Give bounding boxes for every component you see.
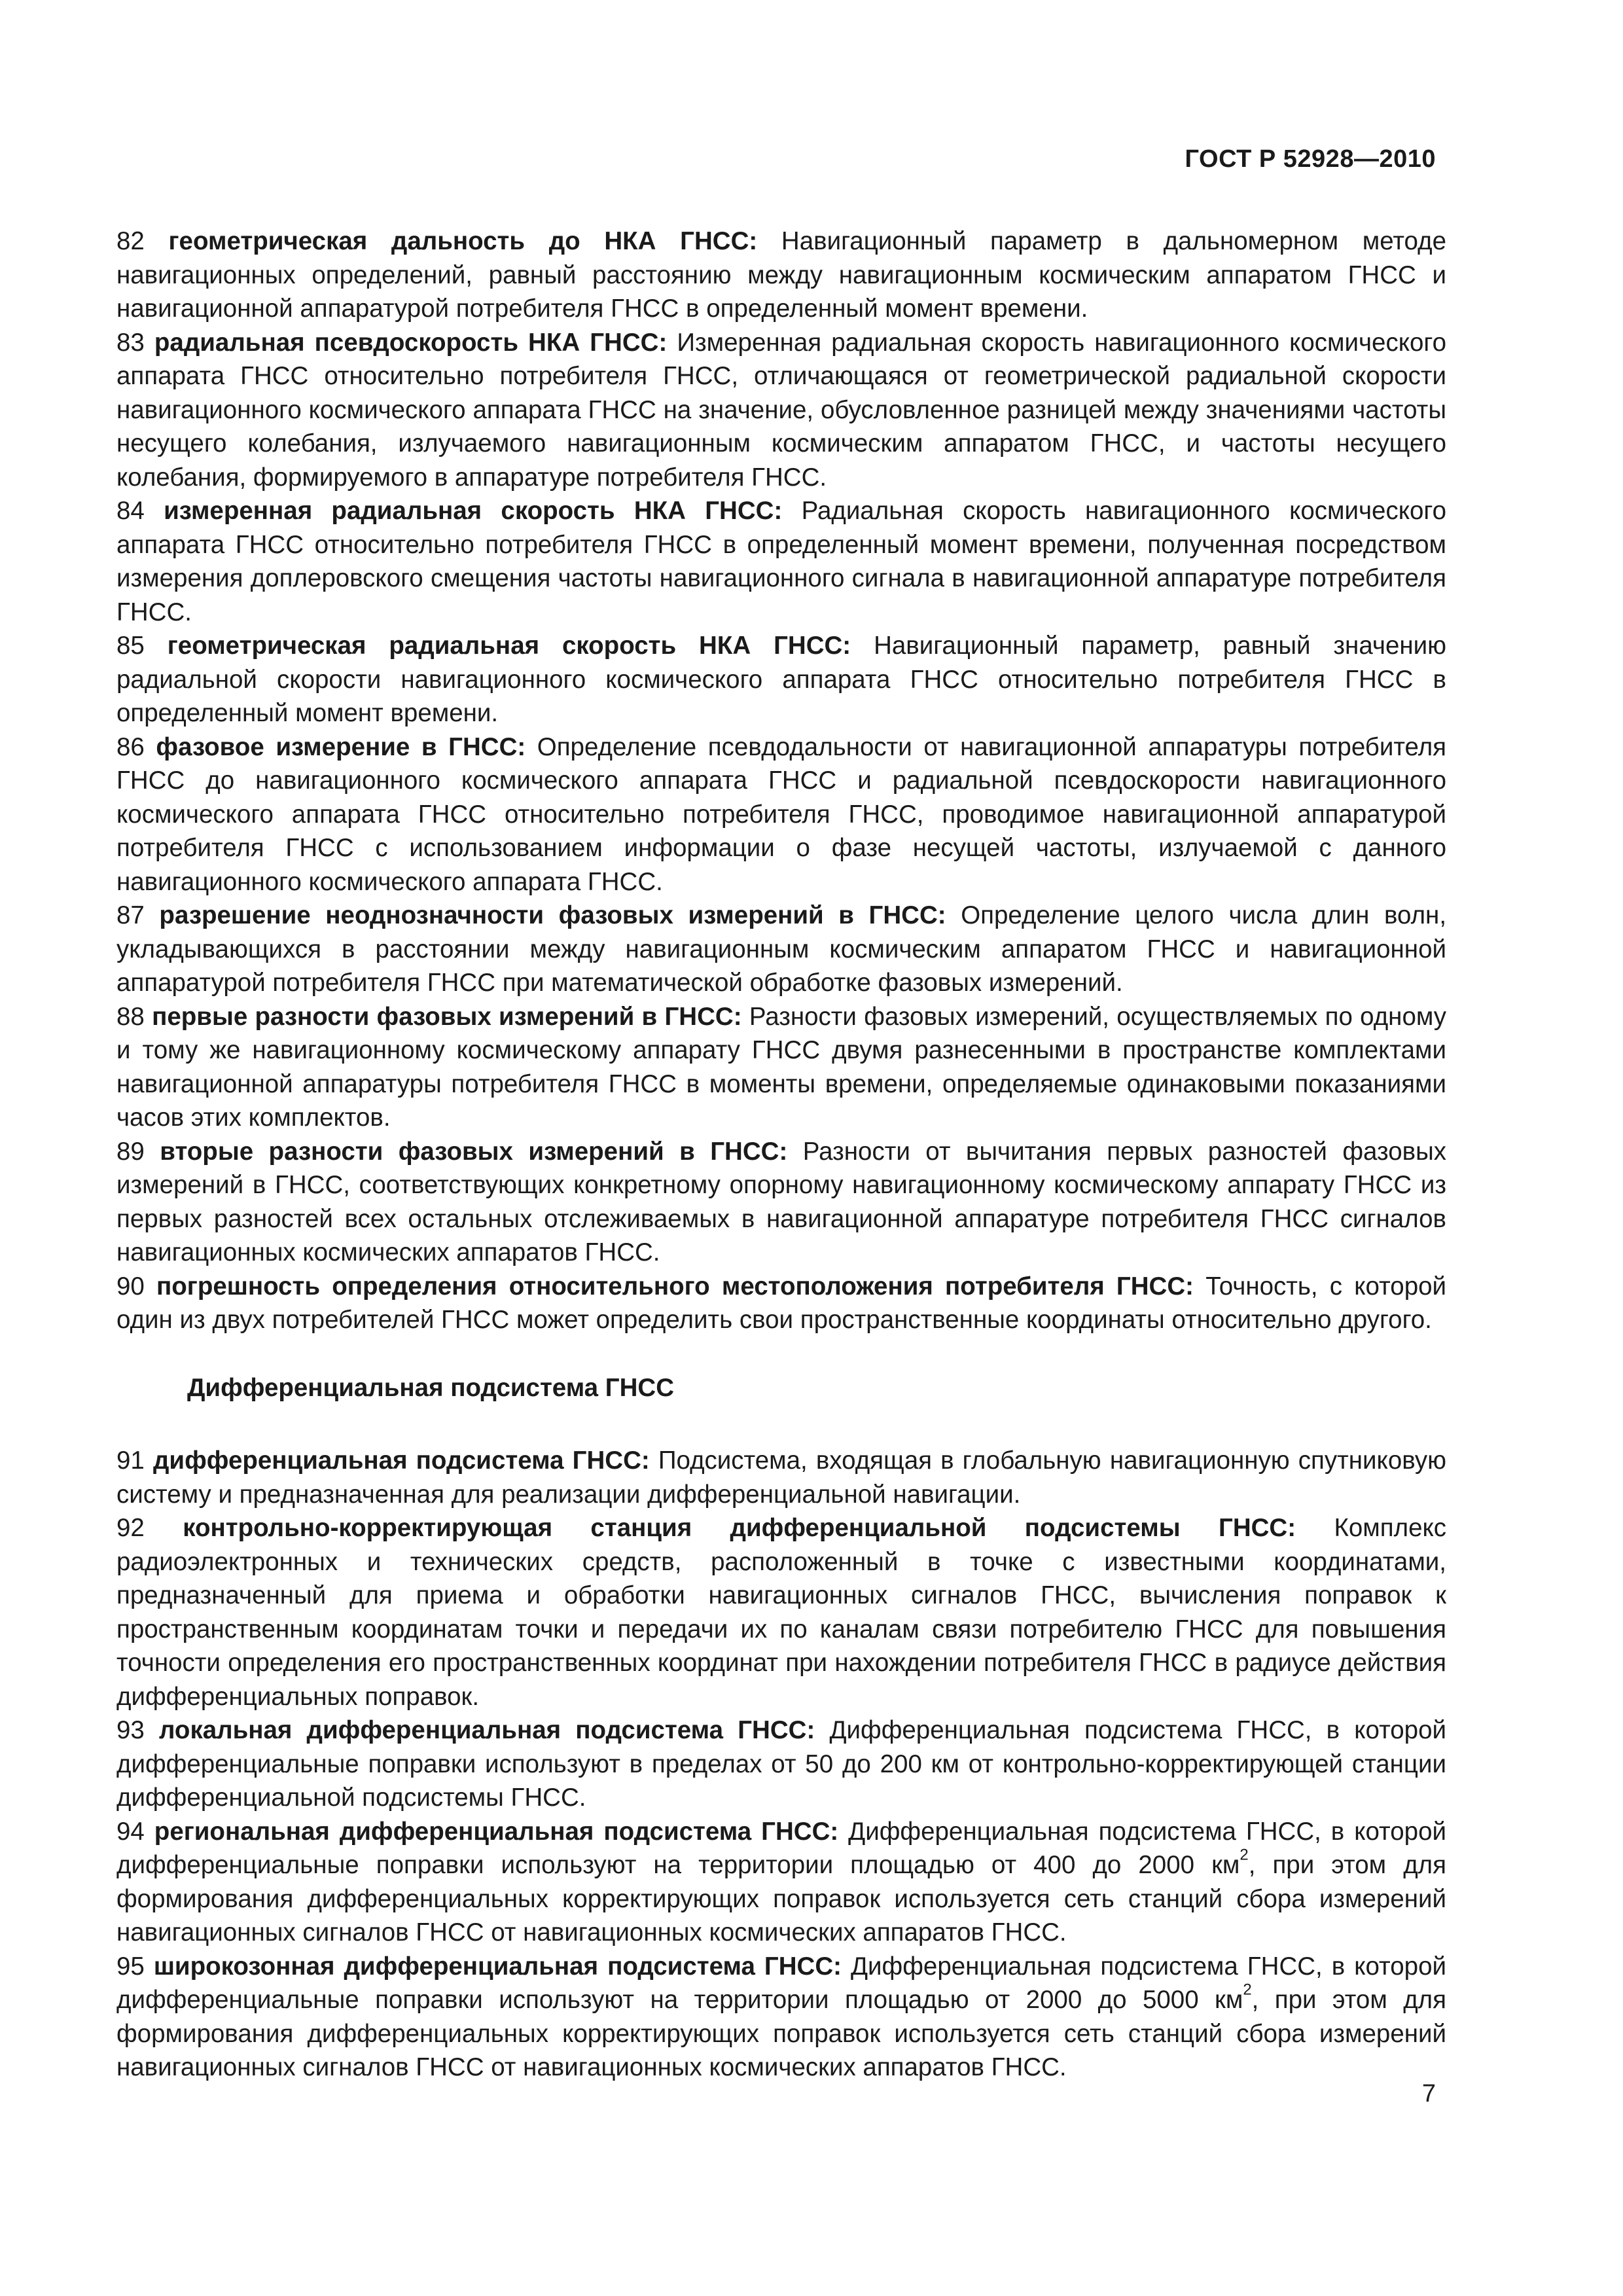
term-definition: Комплекс радиоэлектронных и технических средств, расположенный в точке с известными координатами, предназначенный для приема и обработки навигационных сигналов ГНСС, вычисления поправок к пространственным координатам точки и передачи их по каналам связи потребителю ГНСС для повышения точности определения его пространственных координат при нахождении потребителя ГНСС в радиусе действия дифференциальных поправок. xyxy=(116,1514,1447,1711)
term-definition: Дифференциальная подсистема ГНСС, в которой дифференциальные поправки используют в пределах от 50 до 200 км от контрольно-корректирующей станции дифференциальной подсистемы ГНСС. xyxy=(116,1716,1447,1812)
entry-number: 93 xyxy=(116,1716,145,1744)
term-definition: Радиальная скорость навигационного космического аппарата ГНСС относительно потребителя ГНСС в определенный момент времени, полученная посредством измерения доплеровского смещения частоты навигационного сигнала в навигационной аппаратуре потребителя ГНСС. xyxy=(116,497,1447,626)
term-definition: Определение целого числа длин волн, укладывающихся в расстоянии между навигационным космическим аппаратом ГНСС и навигационной аппаратурой потребителя ГНСС при математической обработке фазовых измерений. xyxy=(116,901,1447,997)
definition-text: , при этом для формирования дифференциальных корректирующих поправок используется сеть станций сбора измерений навигационных сигналов ГНСС от навигационных космических аппаратов ГНСС. xyxy=(116,1851,1446,1946)
superscript: 2 xyxy=(1240,1846,1249,1864)
term-name: фазовое измерение в ГНСС: xyxy=(156,732,526,761)
term-entry-95 xyxy=(116,1950,1446,2085)
document-body xyxy=(116,224,1446,2085)
term-name: локальная дифференциальная подсистема ГНСС: xyxy=(158,1716,815,1744)
term-entry-92 xyxy=(116,1511,1446,1713)
term-definition: Разности фазовых измерений, осуществляемых по одному и тому же навигационному космическому аппарату ГНСС двумя разнесенными в пространстве комплектами навигационной аппаратуры потребителя ГНСС в моменты времени, определяемые одинаковыми показаниями часов этих комплектов. xyxy=(116,1002,1447,1132)
definition-text: , при этом для формирования дифференциальных корректирующих поправок используется сеть станций сбора измерений навигационных сигналов ГНСС от навигационных космических аппаратов ГНСС. xyxy=(116,1986,1446,2081)
definition-text: Дифференциальная подсистема ГНСС, в которой дифференциальные поправки используют на территории площадью от 400 до 2000 км xyxy=(116,1817,1447,1879)
page-number: 7 xyxy=(1421,2080,1436,2108)
entry-number: 83 xyxy=(116,328,145,357)
term-definition: Измеренная радиальная скорость навигационного космического аппарата ГНСС относительно потребителя ГНСС, отличающаяся от геометрической радиальной скорости навигационного космического аппарата ГНСС на значение, обусловленное разницей между значениями частоты несущего колебания, излучаемого навигационным космическим аппаратом ГНСС, и частоты несущего колебания, формируемого в аппаратуре потребителя ГНСС. xyxy=(116,328,1446,492)
definition-text: Дифференциальная подсистема ГНСС, в которой дифференциальные поправки используют на территории площадью от 2000 до 5000 км xyxy=(116,1952,1446,2014)
term-name: геометрическая радиальная скорость НКА ГНСС: xyxy=(167,632,851,660)
entry-number: 90 xyxy=(116,1272,145,1300)
term-definition: Точность, с которой один из двух потребителей ГНСС может определить свои пространственные координаты относительно другого. xyxy=(116,1272,1447,1334)
superscript: 2 xyxy=(1243,1981,1252,1999)
section-heading: Дифференциальная подсистема ГНСС xyxy=(187,1373,675,1402)
term-definition: Определение псевдодальности от навигационной аппаратуры потребителя ГНСС до навигационного космического аппарата ГНСС и радиальной псевдоскорости навигационного космического аппарата ГНСС относительно потребителя ГНСС, проводимое навигационной аппаратурой потребителя ГНСС с использованием информации о фазе несущей частоты, излучаемой с данного навигационного космического аппарата ГНСС. xyxy=(116,732,1447,896)
entry-number: 92 xyxy=(116,1514,145,1542)
term-name: региональная дифференциальная подсистема ГНСС: xyxy=(154,1817,839,1846)
entry-number: 86 xyxy=(116,732,145,761)
entry-number: 91 xyxy=(116,1446,145,1475)
term-definition: Навигационный параметр, равный значению радиальной скорости навигационного космического аппарата ГНСС относительно потребителя ГНСС в определенный момент времени. xyxy=(116,632,1447,727)
term-entry-88 xyxy=(116,1000,1446,1135)
term-name: контрольно-корректирующая станция дифференциальной подсистемы ГНСС: xyxy=(183,1514,1296,1542)
term-definition: Разности от вычитания первых разностей фазовых измерений в ГНСС, соответствующих конкретному опорному навигационному космическому аппарату ГНСС из первых разностей всех остальных отслеживаемых в навигационной аппаратуре потребителя ГНСС сигналов навигационных космических аппаратов ГНСС. xyxy=(116,1137,1446,1266)
term-entry-82 xyxy=(116,224,1446,326)
page-header: ГОСТ Р 52928—2010 xyxy=(1185,145,1436,173)
term-entry-93 xyxy=(116,1713,1446,1815)
entry-number: 89 xyxy=(116,1137,145,1166)
term-name: широкозонная дифференциальная подсистема ГНСС: xyxy=(153,1952,842,1981)
term-definition: Навигационный параметр в дальномерном методе навигационных определений, равный расстоянию между навигационным космическим аппаратом ГНСС и навигационной аппаратурой потребителя ГНСС в определенный момент времени. xyxy=(116,227,1447,323)
entry-number: 88 xyxy=(116,1002,145,1031)
term-entry-87 xyxy=(116,899,1446,1000)
term-entry-91 xyxy=(116,1444,1446,1511)
entry-number: 95 xyxy=(116,1952,145,1981)
term-entry-83 xyxy=(116,326,1446,495)
entry-number: 94 xyxy=(116,1817,145,1846)
term-name: погрешность определения относительного местоположения потребителя ГНСС: xyxy=(156,1272,1194,1300)
term-entry-86 xyxy=(116,730,1446,899)
term-name: первые разности фазовых измерений в ГНСС: xyxy=(152,1002,742,1031)
term-name: разрешение неоднозначности фазовых измерений в ГНСС: xyxy=(159,901,946,929)
term-entry-84 xyxy=(116,494,1446,629)
entry-number: 84 xyxy=(116,497,145,525)
term-entry-89 xyxy=(116,1135,1446,1270)
term-name: измеренная радиальная скорость НКА ГНСС: xyxy=(164,497,783,525)
term-definition: Подсистема, входящая в глобальную навигационную спутниковую систему и предназначенная для реализации дифференциальной навигации. xyxy=(116,1446,1446,1509)
term-entry-85 xyxy=(116,629,1446,730)
term-name: радиальная псевдоскорость НКА ГНСС: xyxy=(154,328,668,357)
entry-number: 82 xyxy=(116,227,145,255)
entry-number: 85 xyxy=(116,632,145,660)
term-name: вторые разности фазовых измерений в ГНСС: xyxy=(160,1137,788,1166)
term-entry-94 xyxy=(116,1815,1446,1950)
term-name: геометрическая дальность до НКА ГНСС: xyxy=(168,227,758,255)
entry-number: 87 xyxy=(116,901,145,929)
term-entry-90 xyxy=(116,1270,1446,1337)
term-name: дифференциальная подсистема ГНСС: xyxy=(152,1446,650,1475)
